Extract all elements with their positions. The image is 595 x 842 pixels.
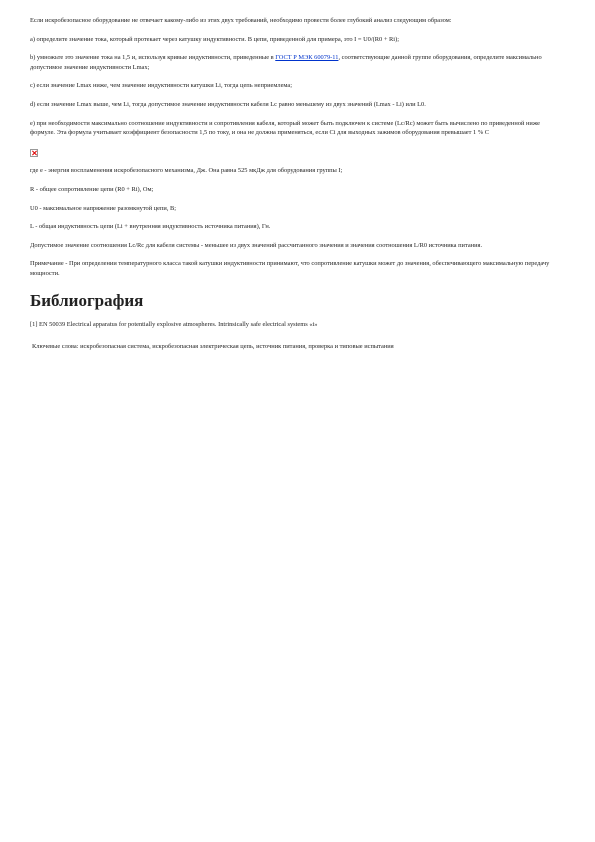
bibliography-heading: Библиография bbox=[30, 290, 144, 310]
step-b-paragraph bbox=[30, 53, 564, 72]
broken-image-icon bbox=[30, 149, 38, 157]
gost-standard-link[interactable]: ГОСТ Р МЭК 60079-11 bbox=[275, 54, 339, 62]
definition-l: L - общая индуктивность цепи (Li + внутренняя индуктивность источника питания), Гн. bbox=[30, 223, 271, 231]
step-b-text-end: , соответствующие данной группе оборудования, определите максимально допустимое значение индуктивности Lmax; bbox=[30, 54, 542, 71]
step-c-paragraph: c) если значение Lmax ниже, чем значение индуктивности катушки Li, тогда цепь неприемлема; bbox=[30, 82, 293, 90]
ratio-paragraph: Допустимое значение соотношения Lc/Rc для кабеля системы - меньшее из двух значений рассчитанного значения и значения соотношения L/R0 источника питания. bbox=[30, 241, 483, 249]
step-e-paragraph: e) при необходимости максимально соотношение индуктивности и сопротивления кабеля, который может быть подключен к системе (Lc/Rc) может быть вычислено по приведенной ниже формуле. Эта формула учитывает коэффициент безопасности 1,5 по току, и она не должна применяться, если Ci для выходных зажимов оборудования превышает 1 % C bbox=[30, 119, 540, 137]
formula-image-placeholder bbox=[30, 147, 564, 167]
intro-paragraph: Если искробезопасное оборудование не отвечает какому-либо из этих двух требований, необходимо провести более глубокий анализ следующим образом: bbox=[30, 17, 452, 24]
keywords-line: Ключевые слова: искробезопасная система, искробезопасная электрическая цепь, источник питания, проверка и типовые испытания bbox=[32, 343, 394, 351]
bibliography-entry: [1] EN 50039 Electrical apparatus for potentially explosive atmospheres. Intrinsically safe electrical systems «i» bbox=[30, 320, 318, 328]
definition-e: где e - энергия воспламенения искробезопасного механизма, Дж. Она равна 525 мкДж для оборудования группы I; bbox=[30, 167, 343, 175]
note-paragraph: Примечание - При определении температурного класса такой катушки индуктивности принимают, что сопротивление катушки может до значения, обеспечивающего максимальную передачу мощности. bbox=[30, 260, 550, 277]
step-b-text-start: b) умножьте это значение тока на 1,5 и, используя кривые индуктивности, приведенные в bbox=[30, 54, 276, 62]
document-body bbox=[30, 16, 564, 361]
step-d-paragraph: d) если значение Lmax выше, чем Li, тогда допустимое значение индуктивности кабеля Lc равно меньшему из двух значений (Lmax - Li) или L0. bbox=[30, 100, 426, 108]
definition-u0: U0 - максимальное напряжение разомкнутой цепи, В; bbox=[30, 204, 177, 212]
definition-r: R - общее сопротивление цепи (R0 + Ri), Ом; bbox=[30, 185, 154, 193]
step-a-paragraph: a) определите значение тока, который протекает через катушку индуктивности. В цепи, приведенной для примера, это I = U0/(R0 + Ri); bbox=[30, 35, 399, 43]
